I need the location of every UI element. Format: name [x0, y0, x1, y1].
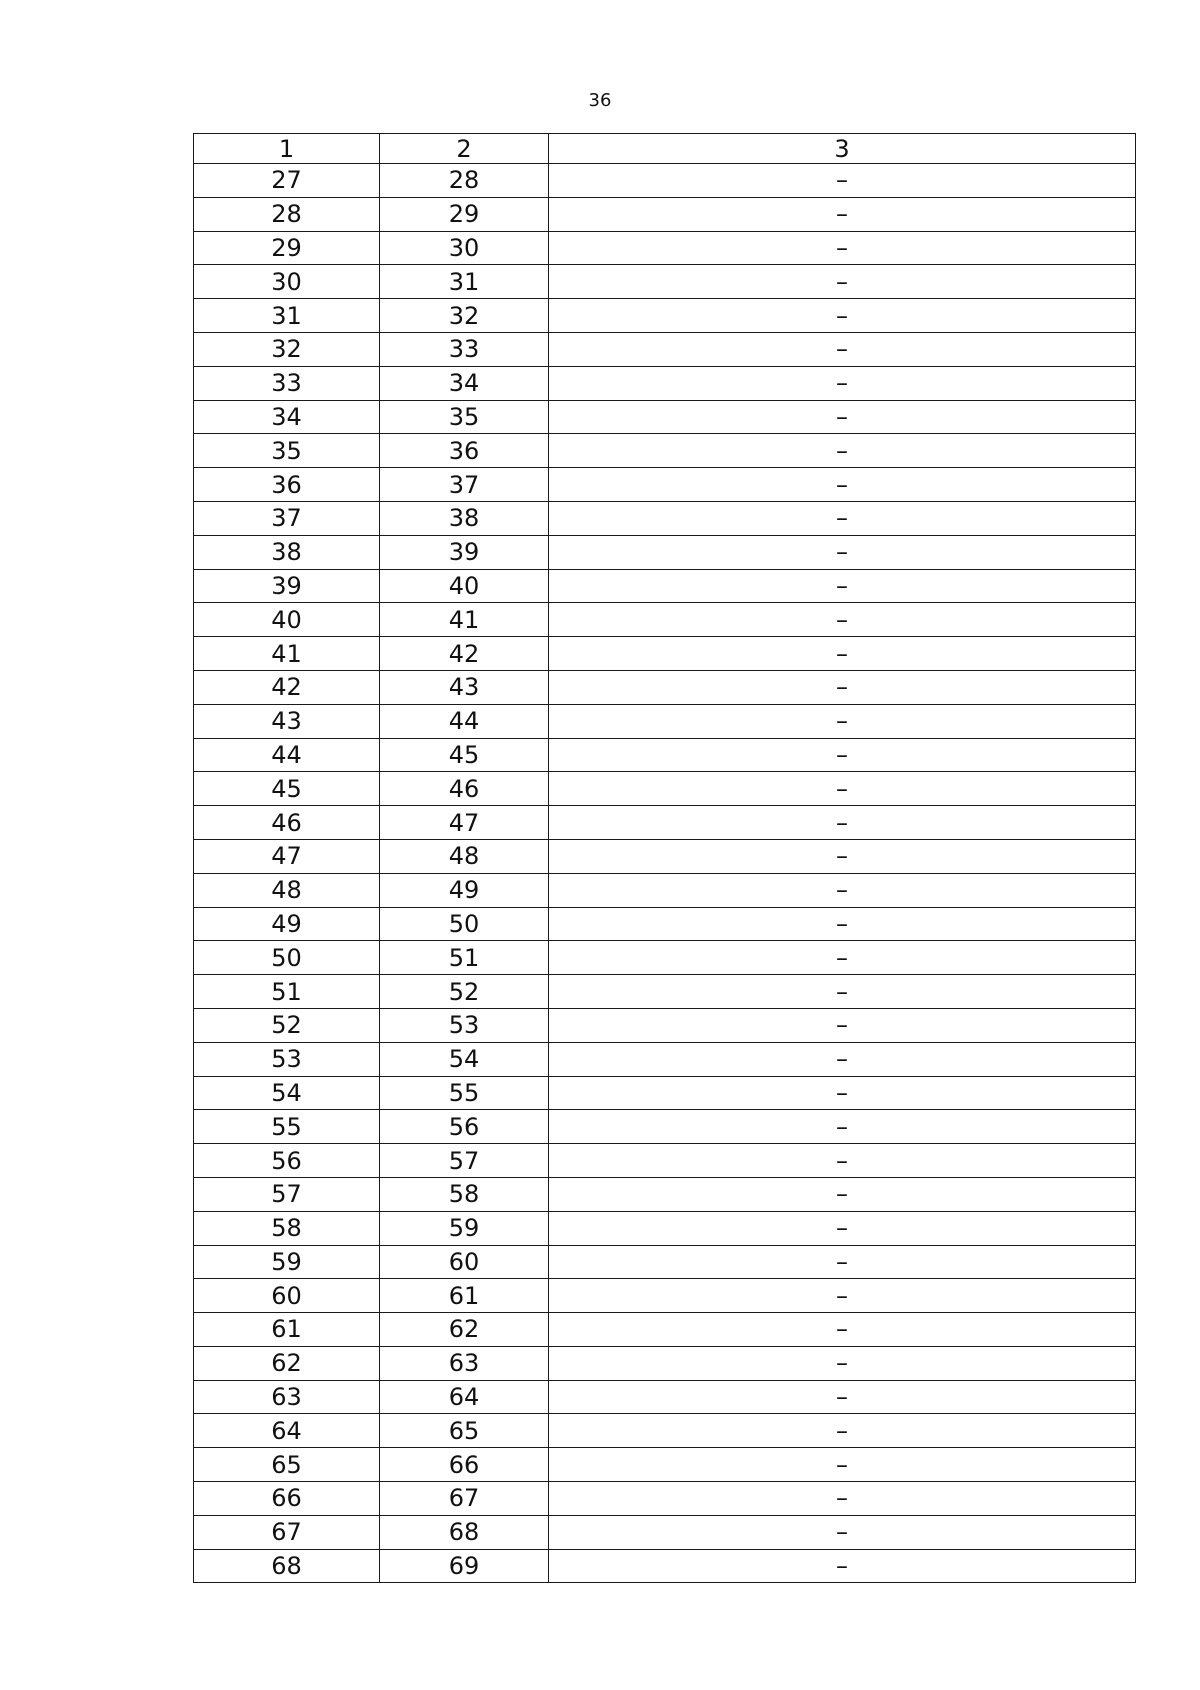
table-row [194, 265, 1136, 299]
table-row [194, 569, 1136, 603]
table-cell-col-3: – [549, 907, 1136, 941]
table-cell-col-1: 68 [194, 1549, 380, 1583]
table-cell-col-2: 53 [380, 1008, 549, 1042]
table-cell-col-2: 45 [380, 738, 549, 772]
table-cell-col-3: – [549, 1110, 1136, 1144]
table-cell-col-3: – [549, 569, 1136, 603]
table-row [194, 1008, 1136, 1042]
table-cell-col-2: 61 [380, 1279, 549, 1313]
table-cell-col-3: – [549, 1076, 1136, 1110]
table-cell-col-3: – [549, 1211, 1136, 1245]
table-cell-col-3: – [549, 1482, 1136, 1516]
table-cell-col-2: 64 [380, 1380, 549, 1414]
table-row [194, 1279, 1136, 1313]
table-cell-col-3: – [549, 670, 1136, 704]
table-cell-col-1: 46 [194, 806, 380, 840]
table-cell-col-3: – [549, 1177, 1136, 1211]
table-row [194, 1482, 1136, 1516]
table-cell-col-1: 58 [194, 1211, 380, 1245]
table-cell-col-3: – [549, 1279, 1136, 1313]
table-cell-col-2: 60 [380, 1245, 549, 1279]
table-cell-col-2: 42 [380, 637, 549, 671]
table-row [194, 738, 1136, 772]
table-cell-col-2: 55 [380, 1076, 549, 1110]
column-header-1: 1 [194, 134, 380, 164]
table-cell-col-2: 51 [380, 941, 549, 975]
table-cell-col-2: 49 [380, 873, 549, 907]
table-cell-col-3: – [549, 366, 1136, 400]
table-row [194, 975, 1136, 1009]
table-cell-col-1: 65 [194, 1448, 380, 1482]
table-cell-col-1: 52 [194, 1008, 380, 1042]
table-cell-col-2: 34 [380, 366, 549, 400]
table-cell-col-2: 54 [380, 1042, 549, 1076]
table-cell-col-3: – [549, 1144, 1136, 1178]
table-cell-col-1: 28 [194, 197, 380, 231]
table-cell-col-1: 29 [194, 231, 380, 265]
table-cell-col-2: 29 [380, 197, 549, 231]
table-cell-col-2: 66 [380, 1448, 549, 1482]
table-row [194, 1549, 1136, 1583]
table-row [194, 941, 1136, 975]
table-row [194, 1448, 1136, 1482]
table-cell-col-2: 56 [380, 1110, 549, 1144]
table-cell-col-3: – [549, 738, 1136, 772]
table-cell-col-1: 45 [194, 772, 380, 806]
table-cell-col-2: 36 [380, 434, 549, 468]
table-cell-col-3: – [549, 1245, 1136, 1279]
table-cell-col-2: 58 [380, 1177, 549, 1211]
table-row [194, 1110, 1136, 1144]
table-cell-col-1: 50 [194, 941, 380, 975]
table-row [194, 164, 1136, 198]
table-cell-col-1: 67 [194, 1515, 380, 1549]
table-cell-col-3: – [549, 839, 1136, 873]
table-cell-col-3: – [549, 501, 1136, 535]
table-row [194, 1380, 1136, 1414]
table-cell-col-3: – [549, 1313, 1136, 1347]
table-cell-col-2: 63 [380, 1346, 549, 1380]
table-row [194, 1177, 1136, 1211]
table-cell-col-1: 32 [194, 332, 380, 366]
table-cell-col-2: 50 [380, 907, 549, 941]
table-cell-col-2: 38 [380, 501, 549, 535]
table-cell-col-2: 65 [380, 1414, 549, 1448]
table-header [194, 134, 1136, 164]
table-row [194, 603, 1136, 637]
table-cell-col-2: 32 [380, 299, 549, 333]
table-cell-col-1: 31 [194, 299, 380, 333]
table-row [194, 197, 1136, 231]
table-cell-col-2: 43 [380, 670, 549, 704]
table-cell-col-3: – [549, 806, 1136, 840]
table-cell-col-3: – [549, 265, 1136, 299]
table-cell-col-2: 69 [380, 1549, 549, 1583]
table-cell-col-1: 49 [194, 907, 380, 941]
table-cell-col-3: – [549, 1380, 1136, 1414]
table-cell-col-2: 44 [380, 704, 549, 738]
table-cell-col-1: 27 [194, 164, 380, 198]
table-cell-col-1: 36 [194, 468, 380, 502]
table-cell-col-2: 30 [380, 231, 549, 265]
table-row [194, 1346, 1136, 1380]
table-row [194, 1313, 1136, 1347]
table-cell-col-2: 46 [380, 772, 549, 806]
table-cell-col-1: 60 [194, 1279, 380, 1313]
table-cell-col-1: 30 [194, 265, 380, 299]
table-cell-col-2: 28 [380, 164, 549, 198]
table-cell-col-3: – [549, 1448, 1136, 1482]
table-cell-col-2: 40 [380, 569, 549, 603]
table-cell-col-3: – [549, 197, 1136, 231]
header-row [194, 134, 1136, 164]
table-cell-col-2: 52 [380, 975, 549, 1009]
table-cell-col-3: – [549, 332, 1136, 366]
table-row [194, 434, 1136, 468]
table-row [194, 670, 1136, 704]
column-header-2: 2 [380, 134, 549, 164]
table-cell-col-1: 64 [194, 1414, 380, 1448]
table-cell-col-3: – [549, 1042, 1136, 1076]
table-row [194, 839, 1136, 873]
data-table-container [193, 133, 1135, 1583]
table-cell-col-2: 41 [380, 603, 549, 637]
table-cell-col-2: 62 [380, 1313, 549, 1347]
table-cell-col-3: – [549, 941, 1136, 975]
table-cell-col-1: 55 [194, 1110, 380, 1144]
table-cell-col-2: 37 [380, 468, 549, 502]
table-cell-col-3: – [549, 873, 1136, 907]
table-cell-col-2: 33 [380, 332, 549, 366]
table-row [194, 231, 1136, 265]
table-cell-col-1: 51 [194, 975, 380, 1009]
table-row [194, 1211, 1136, 1245]
table-cell-col-1: 33 [194, 366, 380, 400]
table-cell-col-1: 61 [194, 1313, 380, 1347]
table-cell-col-1: 43 [194, 704, 380, 738]
table-cell-col-3: – [549, 231, 1136, 265]
table-cell-col-2: 47 [380, 806, 549, 840]
table-cell-col-2: 67 [380, 1482, 549, 1516]
table-cell-col-1: 53 [194, 1042, 380, 1076]
table-cell-col-3: – [549, 1346, 1136, 1380]
table-cell-col-1: 47 [194, 839, 380, 873]
table-cell-col-3: – [549, 400, 1136, 434]
table-row [194, 535, 1136, 569]
table-cell-col-3: – [549, 434, 1136, 468]
table-cell-col-3: – [549, 299, 1136, 333]
table-cell-col-1: 59 [194, 1245, 380, 1279]
table-cell-col-2: 39 [380, 535, 549, 569]
table-row [194, 1042, 1136, 1076]
table-cell-col-1: 41 [194, 637, 380, 671]
table-row [194, 1144, 1136, 1178]
table-cell-col-3: – [549, 637, 1136, 671]
table-row [194, 400, 1136, 434]
table-cell-col-1: 56 [194, 1144, 380, 1178]
table-row [194, 468, 1136, 502]
table-row [194, 704, 1136, 738]
table-row [194, 907, 1136, 941]
table-cell-col-3: – [549, 603, 1136, 637]
table-cell-col-3: – [549, 535, 1136, 569]
table-row [194, 332, 1136, 366]
table-cell-col-1: 44 [194, 738, 380, 772]
table-row [194, 772, 1136, 806]
table-cell-col-1: 34 [194, 400, 380, 434]
table-row [194, 1414, 1136, 1448]
table-cell-col-1: 39 [194, 569, 380, 603]
table-cell-col-1: 42 [194, 670, 380, 704]
data-table [193, 133, 1136, 1583]
table-cell-col-3: – [549, 164, 1136, 198]
table-cell-col-1: 66 [194, 1482, 380, 1516]
table-row [194, 1245, 1136, 1279]
table-cell-col-1: 48 [194, 873, 380, 907]
table-cell-col-3: – [549, 772, 1136, 806]
table-row [194, 299, 1136, 333]
table-cell-col-2: 31 [380, 265, 549, 299]
table-body [194, 164, 1136, 1583]
table-cell-col-2: 68 [380, 1515, 549, 1549]
table-cell-col-1: 38 [194, 535, 380, 569]
table-cell-col-2: 48 [380, 839, 549, 873]
table-cell-col-1: 54 [194, 1076, 380, 1110]
table-row [194, 1515, 1136, 1549]
table-row [194, 501, 1136, 535]
table-cell-col-1: 40 [194, 603, 380, 637]
table-cell-col-1: 37 [194, 501, 380, 535]
table-cell-col-1: 35 [194, 434, 380, 468]
table-cell-col-3: – [549, 1549, 1136, 1583]
table-cell-col-3: – [549, 1515, 1136, 1549]
table-cell-col-1: 62 [194, 1346, 380, 1380]
table-row [194, 366, 1136, 400]
table-row [194, 637, 1136, 671]
column-header-3: 3 [549, 134, 1136, 164]
table-cell-col-3: – [549, 1414, 1136, 1448]
table-cell-col-3: – [549, 1008, 1136, 1042]
table-row [194, 873, 1136, 907]
table-cell-col-3: – [549, 975, 1136, 1009]
table-cell-col-1: 57 [194, 1177, 380, 1211]
table-cell-col-2: 35 [380, 400, 549, 434]
table-cell-col-2: 59 [380, 1211, 549, 1245]
table-cell-col-2: 57 [380, 1144, 549, 1178]
table-cell-col-1: 63 [194, 1380, 380, 1414]
table-cell-col-3: – [549, 468, 1136, 502]
table-row [194, 1076, 1136, 1110]
table-cell-col-3: – [549, 704, 1136, 738]
table-row [194, 806, 1136, 840]
page-number: 36 [588, 90, 612, 111]
